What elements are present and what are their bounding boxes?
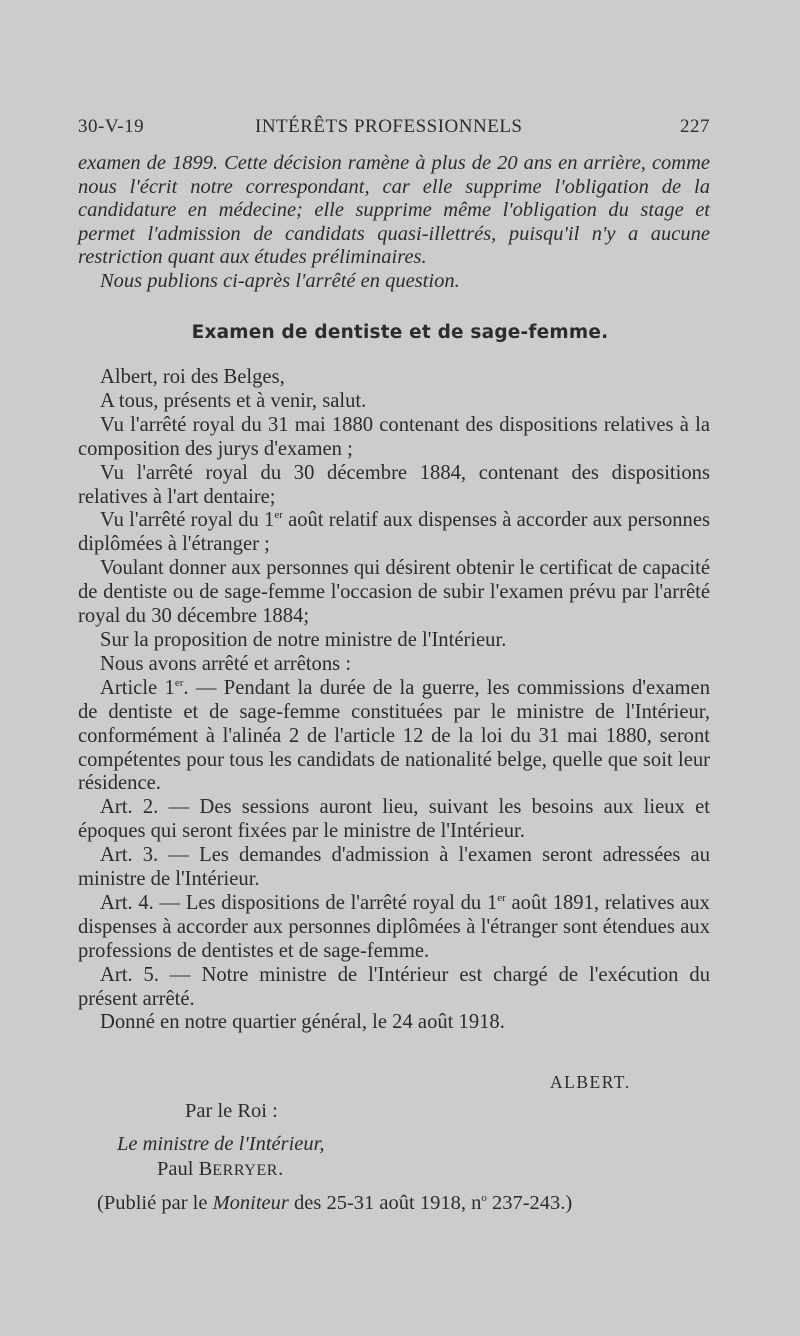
section-title: Examen de dentiste et de sage-femme. <box>191 322 609 343</box>
decree-line: Nous avons arrêté et arrêtons : <box>100 652 352 675</box>
intro-paragraph: examen de 1899. Cette décision ramène à plus de 20 ans en arrière, comme nous l'écrit notre correspondant, car elle supprime l'obligation de la candidature en médecine; elle supprime même l'obligation du stage et permet l'admission de candidats quasi-illettrés, puisqu'il n'y a aucune restriction quant aux études préliminaires. <box>78 152 710 269</box>
superscript: er <box>274 509 283 522</box>
publication-suffix: des 25-31 août 1918, n <box>288 1192 482 1214</box>
decree-text-part: Article 1 <box>100 676 175 699</box>
article-3: Art. 3. — Les demandes d'admission à l'examen seront adressées au ministre de l'Intérieur. <box>78 844 710 891</box>
signature-name-smallcaps: ERRYER <box>212 1162 279 1179</box>
signature-berryer <box>157 1158 283 1181</box>
decree-line: Vu l'arrêté royal du 30 décembre 1884, contenant des dispositions relatives à l'art dentaire; <box>78 461 710 508</box>
minister-title: Le ministre de l'Intérieur, <box>117 1133 325 1155</box>
superscript: er <box>174 676 184 689</box>
article-4 <box>78 892 710 964</box>
decree-text-part: Art. 4. — Les dispositions de l'arrêté royal du 1 <box>100 891 498 914</box>
superscript: o <box>481 1192 487 1205</box>
article-2: Art. 2. — Des sessions auront lieu, suivant les besoins aux lieux et époques qui seront fixées par le ministre de l'Intérieur. <box>78 796 710 843</box>
decree-text-part: . — Pendant la durée de la guerre, les commissions d'examen de dentiste et de sage-femme constituées par le ministre de l'Intérieur, conformément à l'alinéa 2 de l'article 12 de la loi du 31 mai 1880, seront compétentes pour tous les candidats de nationalité belge, quelle que soit leur résidence. <box>78 676 710 795</box>
article-1 <box>78 677 710 797</box>
publication-note <box>97 1192 572 1215</box>
running-header <box>78 116 710 144</box>
publication-prefix: (Publié par le <box>97 1192 213 1214</box>
article-5: Art. 5. — Notre ministre de l'Intérieur est chargé de l'exécution du présent arrêté. <box>78 963 710 1010</box>
signature-albert: ALBERT. <box>550 1072 631 1092</box>
decree-line <box>78 509 710 557</box>
decree-text-part: Vu l'arrêté royal du 1 <box>100 509 275 532</box>
header-date: 30-V-19 <box>78 116 145 137</box>
decree-line: Sur la proposition de notre ministre de l'Intérieur. <box>100 628 507 651</box>
decree-line: A tous, présents et à venir, salut. <box>100 389 367 412</box>
publication-suffix: 237-243.) <box>486 1192 573 1214</box>
intro-paragraph: Nous publions ci-après l'arrêté en question. <box>100 269 460 292</box>
header-title: INTÉRÊTS PROFESSIONNELS <box>255 116 523 137</box>
page-number: 227 <box>680 116 710 137</box>
intro-text <box>78 152 710 294</box>
decree-line: Albert, roi des Belges, <box>100 366 285 388</box>
publication-journal: Moniteur <box>212 1192 289 1214</box>
decree-line: Vu l'arrêté royal du 31 mai 1880 contenant des dispositions relatives à la composition des jurys d'examen ; <box>78 413 710 460</box>
decree-text <box>78 366 710 1035</box>
decree-text-part: août relatif aux dispenses à accorder aux personnes diplômées à l'étranger ; <box>78 509 710 556</box>
signature-name-part: . <box>278 1158 284 1180</box>
decree-text-part: août 1891, relatives aux dispenses à accorder aux personnes diplômées à l'étranger sont étendues aux professions de dentistes et de sage-femme. <box>78 891 710 962</box>
par-le-roi: Par le Roi : <box>185 1100 278 1122</box>
signature-name-part: Paul B <box>157 1158 213 1180</box>
superscript: er <box>497 892 506 905</box>
decree-line: Voulant donner aux personnes qui désirent obtenir le certificat de capacité de dentiste ou de sage-femme l'occasion de subir l'examen prévu par l'arrêté royal du 30 décembre 1884; <box>78 557 710 628</box>
decree-date-line: Donné en notre quartier général, le 24 août 1918. <box>100 1011 505 1034</box>
